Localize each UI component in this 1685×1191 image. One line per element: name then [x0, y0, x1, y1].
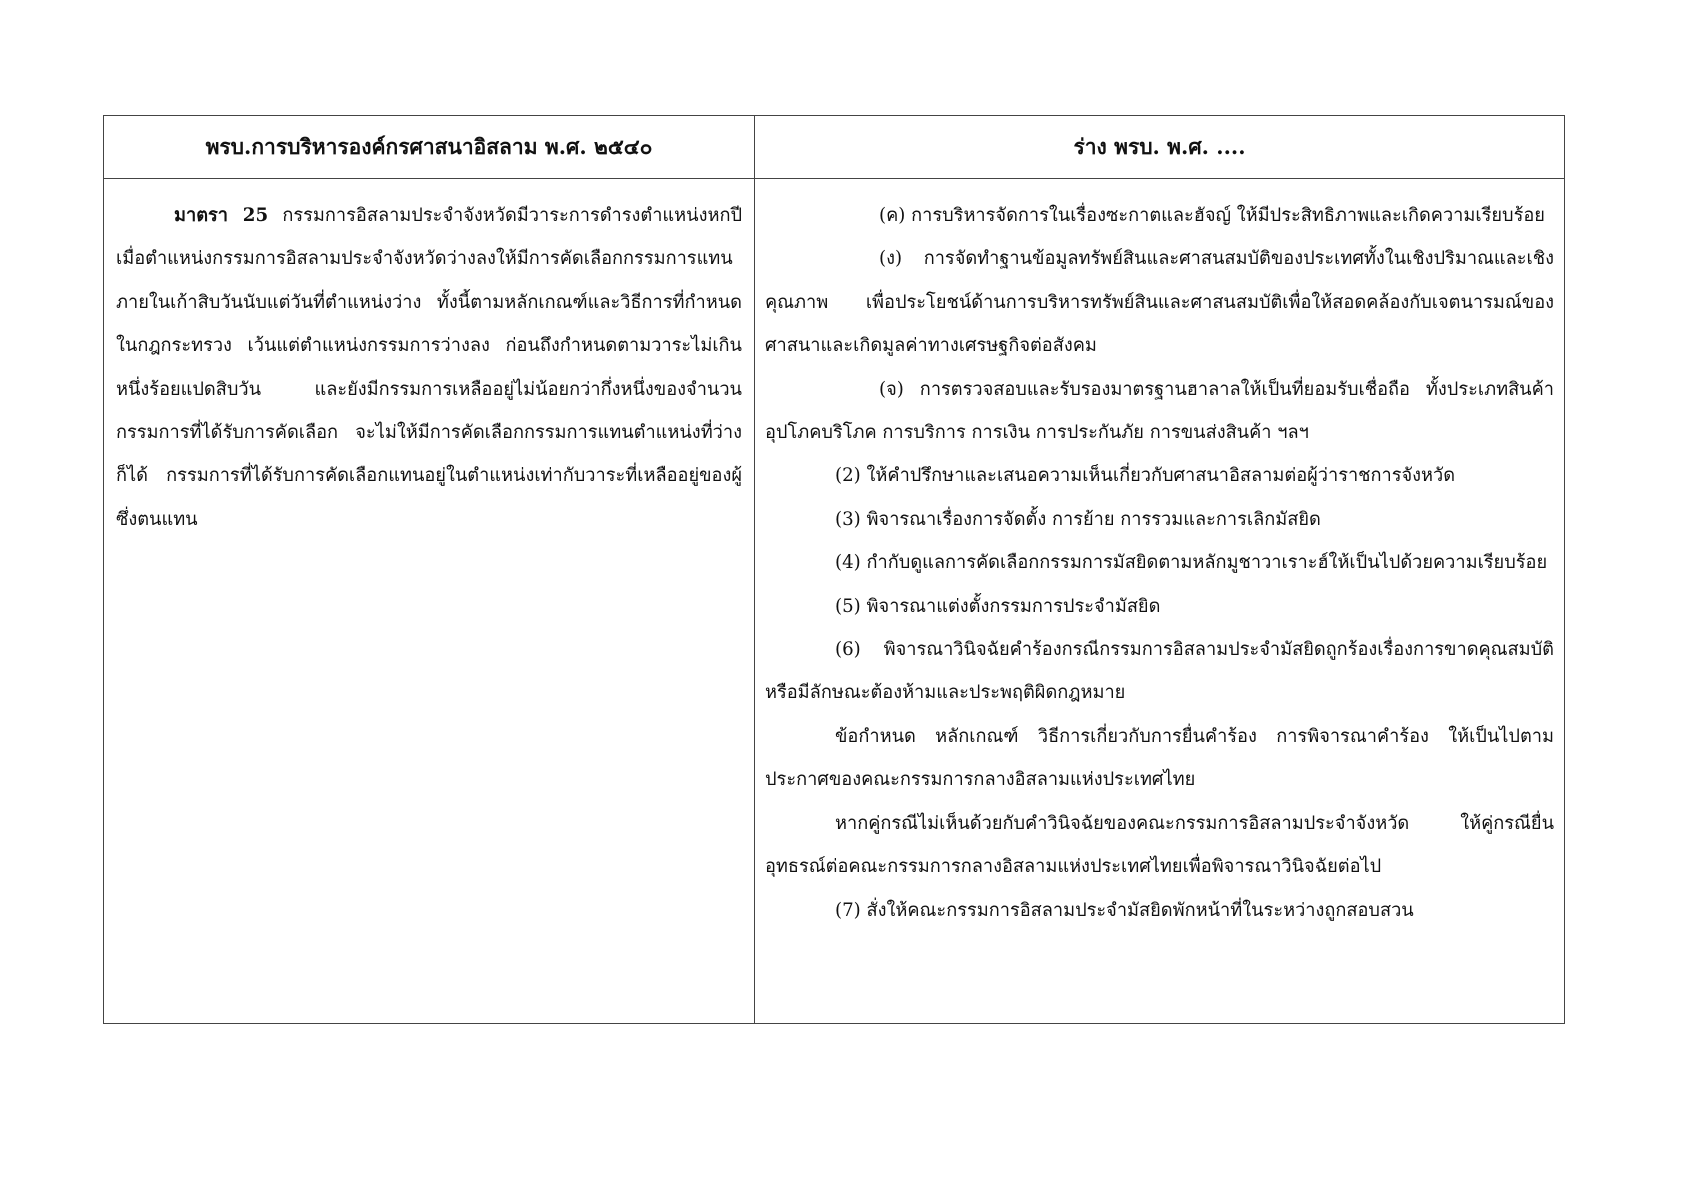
current-act-column: [104, 179, 754, 1023]
clause-j: (จ) การตรวจสอบและรับรองมาตรฐานฮาลาลให้เป็นที่ยอมรับเชื่อถือ ทั้งประเภทสินค้าอุปโภคบริโภค การบริการ การเงิน การประกันภัย การขนส่งสินค้า ฯลฯ: [765, 378, 1554, 444]
header-draft-act: ร่าง พรบ. พ.ศ. ....: [1073, 133, 1246, 159]
clause-2: (2) ให้คำปรึกษาและเสนอความเห็นเกี่ยวกับศาสนาอิสลามต่อผู้ว่าราชการจังหวัด: [835, 465, 1456, 487]
appeal-paragraph: หากคู่กรณีไม่เห็นด้วยกับคำวินิจฉัยของคณะกรรมการอิสลามประจำจังหวัด ให้คู่กรณียื่นอุทธรณ์ต่อคณะกรรมการกลางอิสลามแห่งประเทศไทยเพื่อพิจารณาวินิจฉัยต่อไป: [765, 812, 1554, 878]
draft-act-column: [755, 179, 1564, 1023]
clause-4: (4) กำกับดูแลการคัดเลือกกรรมการมัสยิดตามหลักมูชาวาเราะฮ์ให้เป็นไปด้วยความเรียบร้อย: [835, 552, 1548, 574]
comparison-table: [103, 115, 1565, 1024]
clause-7: (7) สั่งให้คณะกรรมการอิสลามประจำมัสยิดพักหน้าที่ในระหว่างถูกสอบสวน: [835, 899, 1414, 921]
clause-3: (3) พิจารณาเรื่องการจัดตั้ง การย้าย การรวมและการเลิกมัสยิด: [835, 508, 1321, 530]
section-25-paragraph: [116, 194, 742, 541]
rule-paragraph: ข้อกำหนด หลักเกณฑ์ วิธีการเกี่ยวกับการยื่นคำร้อง การพิจารณาคำร้อง ให้เป็นไปตามประกาศของคณะกรรมการกลางอิสลามแห่งประเทศไทย: [765, 725, 1554, 791]
section-label: มาตรา 25: [174, 205, 269, 226]
header-current-act: พรบ.การบริหารองค์กรศาสนาอิสลาม พ.ศ. ๒๕๔๐: [205, 133, 653, 159]
clause-ng: (ง) การจัดทำฐานข้อมูลทรัพย์สินและศาสนสมบัติของประเทศทั้งในเชิงปริมาณและเชิงคุณภาพ เพื่อประโยชน์ด้านการบริหารทรัพย์สินและศาสนสมบัติเพื่อให้สอดคล้องกับเจตนารมณ์ของศาสนาและเกิดมูลค่าทางเศรษฐกิจต่อสังคม: [765, 248, 1554, 357]
clause-5: (5) พิจารณาแต่งตั้งกรรมการประจำมัสยิด: [835, 595, 1161, 617]
clause-c: (ค) การบริหารจัดการในเรื่องซะกาตและฮัจญ์ ให้มีประสิทธิภาพและเกิดความเรียบร้อย: [879, 205, 1545, 226]
section-25-text: กรรมการอิสลามประจำจังหวัดมีวาระการดำรงตำแหน่งหกปี เมื่อตำแหน่งกรรมการอิสลามประจำจังหวัดว่างลงให้มีการคัดเลือกกรรมการแทนภายในเก้าสิบวันนับแต่วันที่ตำแหน่งว่าง ทั้งนี้ตามหลักเกณฑ์และวิธีการที่กำหนดในกฎกระทรวง เว้นแต่ตำแหน่งกรรมการว่างลง ก่อนถึงกำหนดตามวาระไม่เกินหนึ่งร้อยแปดสิบวัน และยังมีกรรมการเหลืออยู่ไม่น้อยกว่ากึ่งหนึ่งของจำนวนกรรมการที่ได้รับการคัดเลือก จะไม่ให้มีการคัดเลือกกรรมการแทนตำแหน่งที่ว่างก็ได้ กรรมการที่ได้รับการคัดเลือกแทนอยู่ในตำแหน่งเท่ากับวาระที่เหลืออยู่ของผู้ซึ่งตนแทน: [116, 205, 742, 530]
clause-6: (6) พิจารณาวินิจฉัยคำร้องกรณีกรรมการอิสลามประจำมัสยิดถูกร้องเรื่องการขาดคุณสมบัติหรือมีลักษณะต้องห้ามและประพฤติผิดกฎหมาย: [765, 639, 1554, 704]
